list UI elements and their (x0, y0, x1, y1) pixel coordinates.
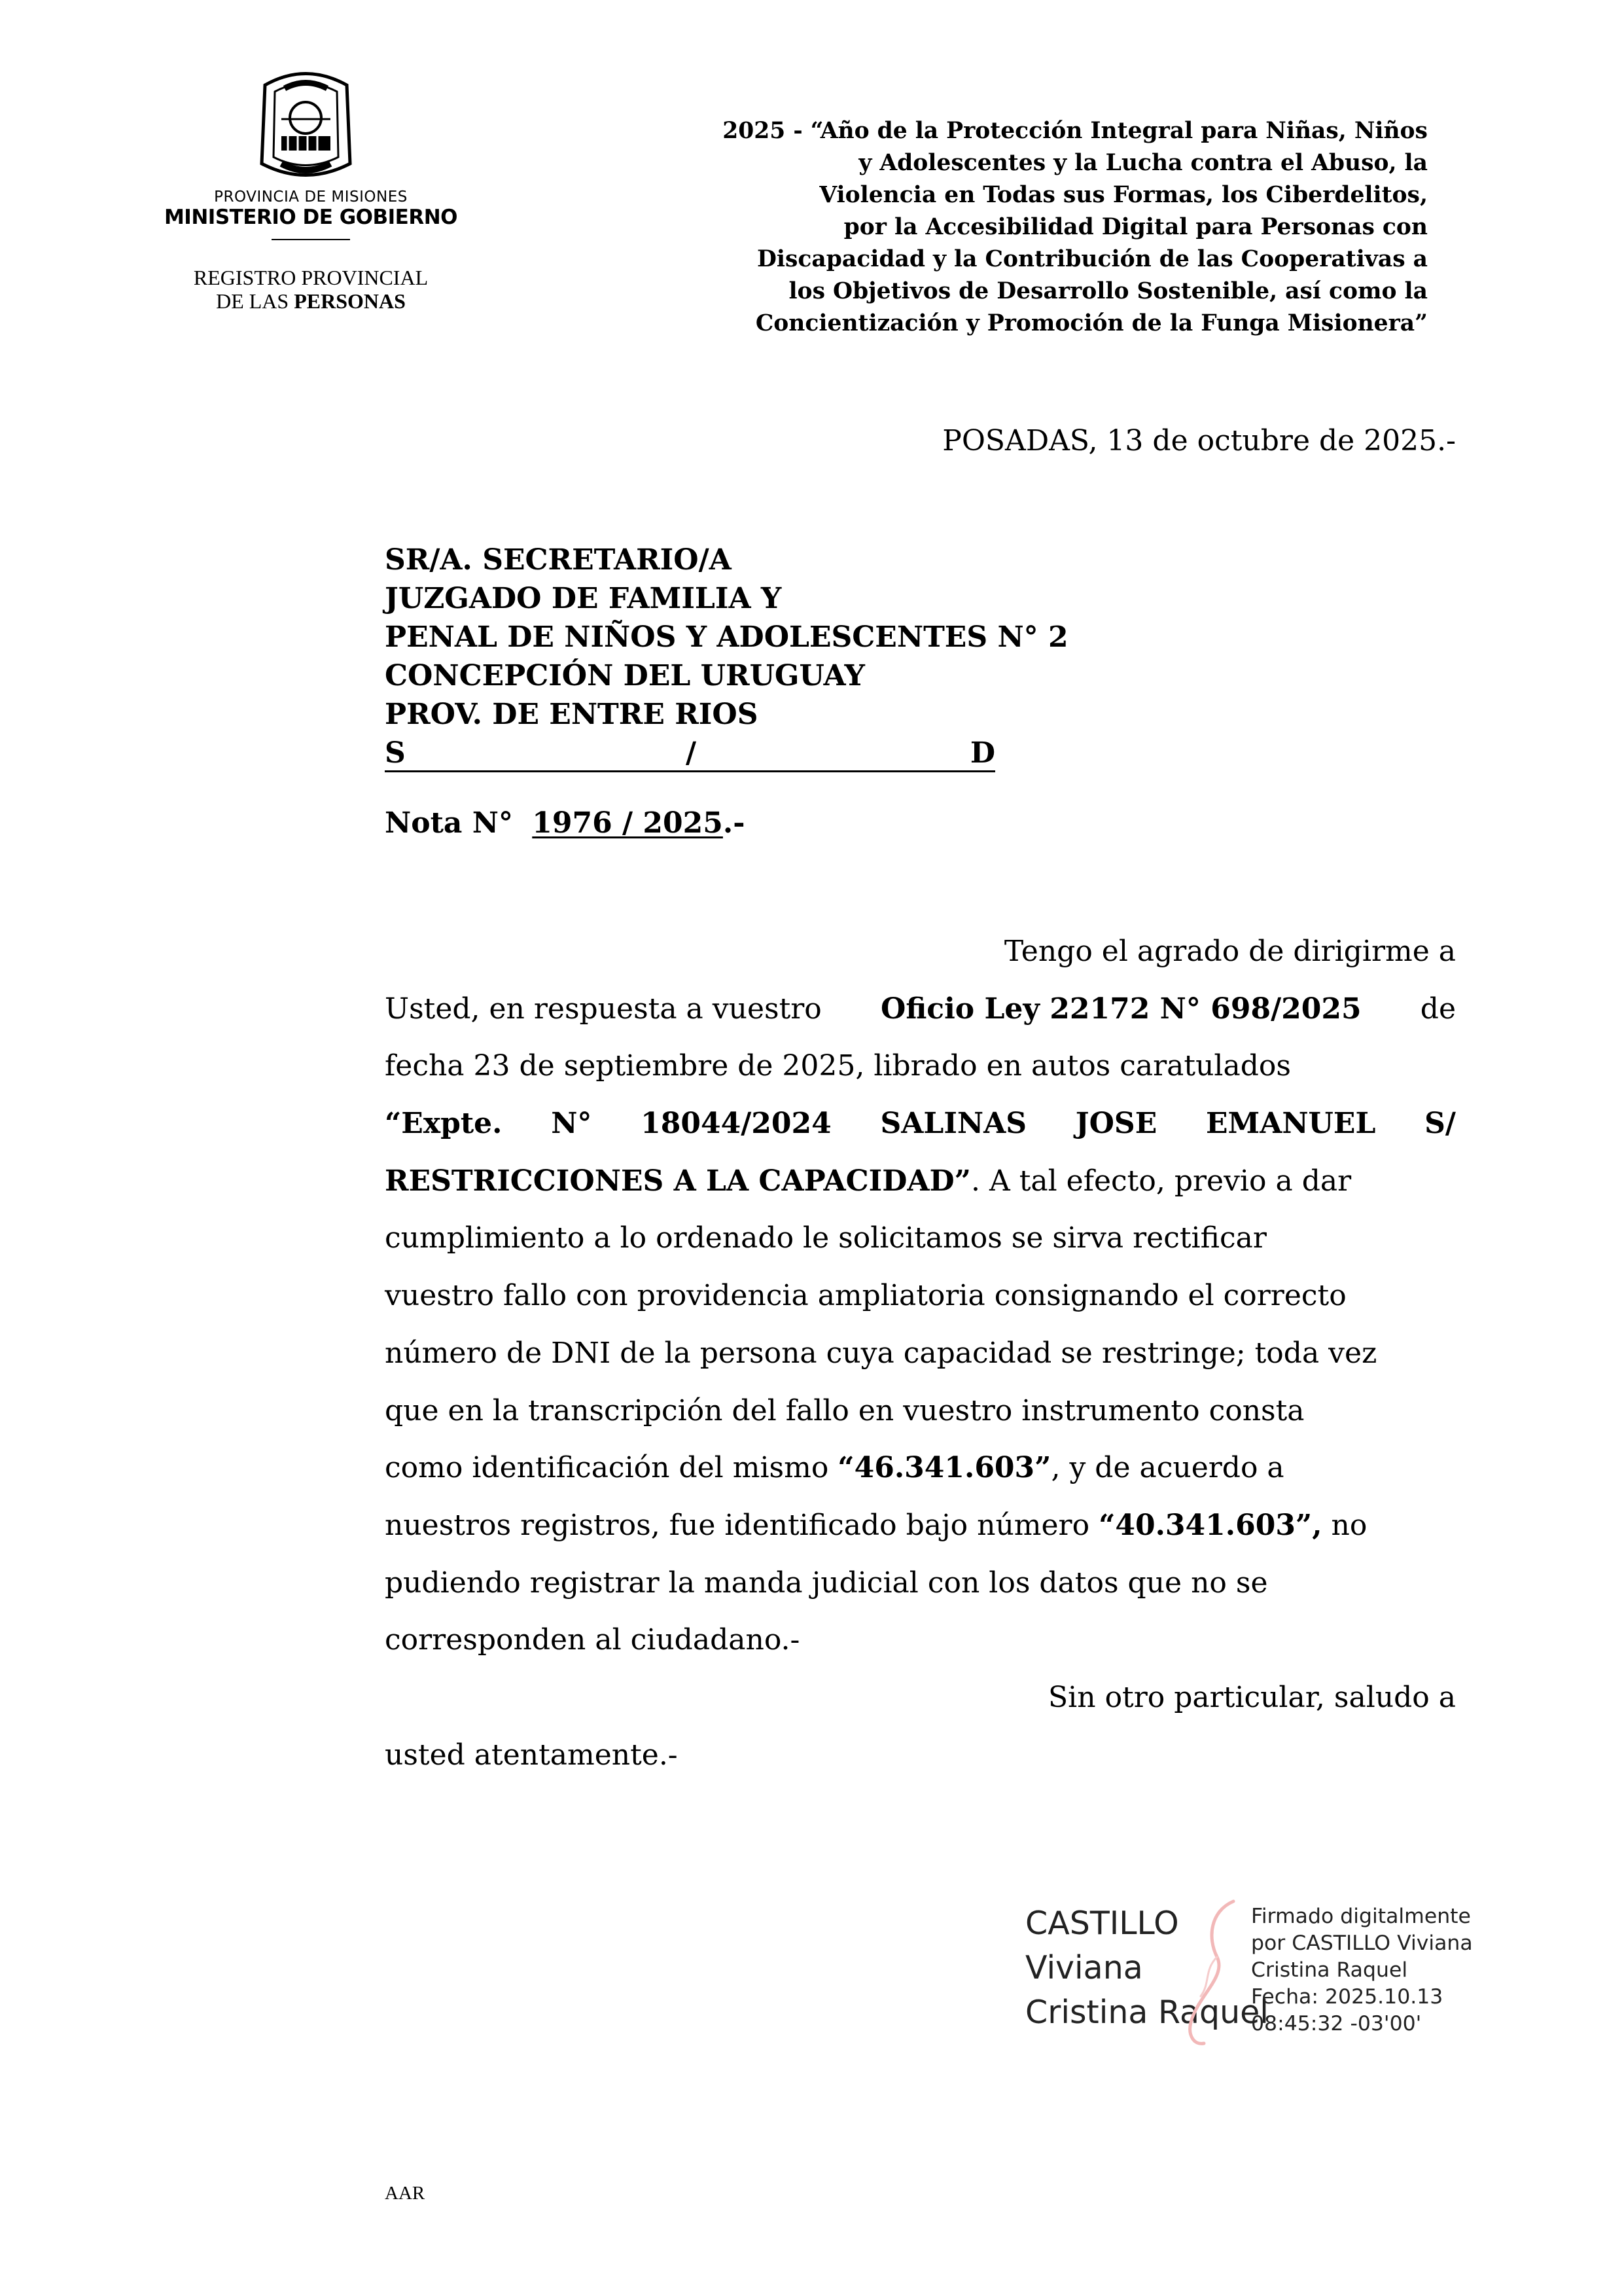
wrong-dni-number: “46.341.603” (838, 1451, 1051, 1485)
body-line (385, 1153, 1456, 1210)
signature-info-line: 08:45:32 -03'00' (1251, 2012, 1422, 2036)
motto-line: los Objetivos de Desarrollo Sostenible, así como la (788, 278, 1428, 304)
case-title-word: “Expte. (385, 1107, 503, 1141)
case-title-word: N° (551, 1107, 592, 1141)
body-line: que en la transcripción del fallo en vuestro instrumento consta (385, 1393, 1305, 1427)
body-line (385, 1497, 1456, 1554)
province-seal-logo (252, 65, 360, 183)
addressee-line: JUZGADO DE FAMILIA Y (385, 582, 782, 615)
body-line (385, 980, 1456, 1038)
sd-line (385, 734, 995, 772)
department-province-line: PROVINCIA DE MISIONES (214, 188, 408, 206)
signer-name-line: Viviana (1025, 1949, 1143, 1986)
signer-name-line: Cristina Raquel (1025, 1994, 1269, 2031)
letter-body (385, 923, 1456, 1784)
case-title-word: S/ (1424, 1107, 1456, 1141)
addressee-line: CONCEPCIÓN DEL URUGUAY (385, 659, 865, 692)
signature-flourish-icon (1171, 1898, 1243, 2049)
note-number: 1976 / 2025 (532, 806, 723, 840)
registry-line1: REGISTRO PROVINCIAL (193, 266, 429, 289)
body-line: pudiendo registrar la manda judicial con los datos que no se (385, 1566, 1268, 1600)
case-title-word: EMANUEL (1205, 1107, 1376, 1141)
motto-line: por la Accesibilidad Digital para Personas con (843, 214, 1428, 240)
registry-line2-prefix: DE LAS (216, 289, 294, 313)
addressee-block (385, 541, 1068, 772)
case-title-word: SALINAS (880, 1107, 1027, 1141)
digital-signature-info (1251, 1903, 1473, 2037)
addressee-line: PENAL DE NIÑOS Y ADOLESCENTES N° 2 (385, 620, 1068, 654)
addressee-line: PROV. DE ENTRE RIOS (385, 698, 758, 731)
oficio-reference: Oficio Ley 22172 N° 698/2025 (880, 992, 1362, 1026)
motto-line: Discapacidad y la Contribución de las Cooperativas a (756, 246, 1428, 272)
case-title-end: RESTRICCIONES A LA CAPACIDAD” (385, 1164, 971, 1198)
note-number-line (385, 806, 745, 840)
signature-info-line: Firmado digitalmente (1251, 1905, 1471, 1928)
body-text: como identificación del mismo (385, 1451, 838, 1485)
motto-line: y Adolescentes y la Lucha contra el Abuso, la (858, 150, 1428, 176)
signer-name-line: CASTILLO (1025, 1905, 1179, 1942)
case-title-line (385, 1095, 1456, 1153)
author-initials: AAR (385, 2183, 425, 2204)
registry-line2-bold: PERSONAS (294, 289, 406, 313)
motto-line: Violencia en Todas sus Formas, los Ciberdelitos, (819, 182, 1428, 208)
body-line: cumplimiento a lo ordenado le solicitamos se sirva rectificar (385, 1221, 1267, 1255)
body-text: de (1420, 992, 1456, 1026)
case-title-word: JOSE (1075, 1107, 1157, 1141)
motto-line: 2025 - “Año de la Protección Integral para Niñas, Niños (722, 118, 1428, 144)
year-motto (577, 115, 1428, 340)
closing-line: Sin otro particular, saludo a (1048, 1680, 1456, 1714)
signature-info-line: Fecha: 2025.10.13 (1251, 1985, 1443, 2009)
body-line: número de DNI de la persona cuya capacidad se restringe; toda vez (385, 1336, 1377, 1370)
signature-info-line: Cristina Raquel (1251, 1958, 1408, 1982)
body-text: nuestros registros, fue identificado bajo número (385, 1508, 1099, 1542)
sd-s: S (385, 736, 406, 770)
note-label: Nota N° (385, 806, 513, 840)
place-date-line: POSADAS, 13 de octubre de 2025.- (942, 424, 1456, 457)
body-line (385, 1439, 1456, 1497)
body-line: fecha 23 de septiembre de 2025, librado en autos caratulados (385, 1049, 1291, 1083)
body-line: Tengo el agrado de dirigirme a (1004, 935, 1456, 968)
closing-line: usted atentamente.- (385, 1738, 678, 1772)
sd-d: D (970, 736, 995, 770)
case-title-word: 18044/2024 (641, 1107, 832, 1141)
body-line: vuestro fallo con providencia ampliatoria consignando el correcto (385, 1279, 1347, 1313)
body-line: corresponden al ciudadano.- (385, 1623, 800, 1657)
body-text: . A tal efecto, previo a dar (970, 1164, 1352, 1198)
signature-info-line: por CASTILLO Viviana (1251, 1931, 1473, 1955)
body-text: Usted, en respuesta a vuestro (385, 992, 822, 1026)
correct-dni-number: “40.341.603”, (1099, 1508, 1322, 1542)
sd-slash: / (686, 736, 697, 770)
letterhead-divider (272, 239, 350, 240)
addressee-line: SR/A. SECRETARIO/A (385, 543, 732, 577)
note-suffix: .- (722, 806, 745, 840)
department-ministry-line: MINISTERIO DE GOBIERNO (164, 206, 458, 229)
registry-line2 (157, 289, 465, 313)
body-text: no (1322, 1508, 1368, 1542)
body-text: , y de acuerdo a (1051, 1451, 1284, 1485)
motto-line: Concientización y Promoción de la Funga Misionera” (755, 310, 1428, 336)
